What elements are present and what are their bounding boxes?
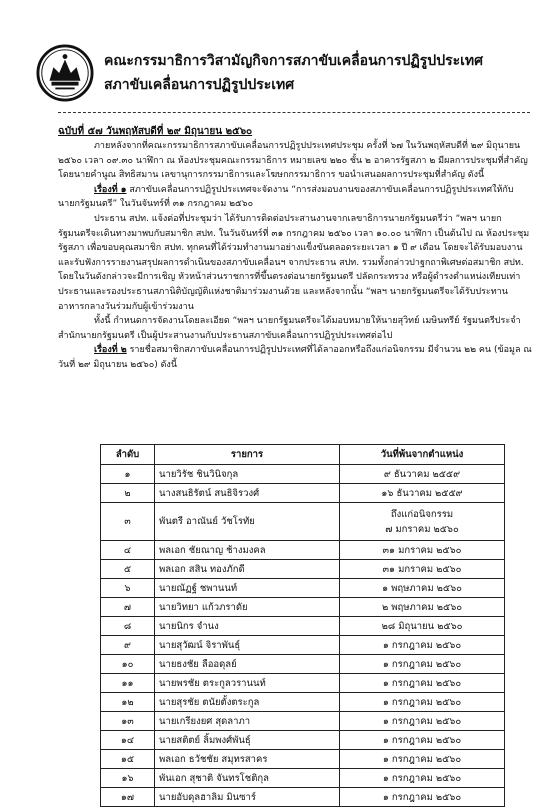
leave-date-value: ๗ มกราคม ๒๕๖๐ (385, 523, 459, 535)
table-row (101, 674, 505, 693)
parliament-emblem-icon (36, 44, 94, 102)
table-row (101, 769, 505, 788)
table-row (101, 484, 505, 503)
member-name: นายเกรียงยศ สุดลาภา (155, 712, 340, 731)
member-name: นายวิรัช ชินวินิจกุล (155, 465, 340, 484)
col-header-name: รายการ (155, 445, 340, 465)
row-number: ๓ (101, 503, 155, 541)
row-number: ๑๓ (101, 712, 155, 731)
table-row (101, 655, 505, 674)
leave-date: ๑ กรกฎาคม ๒๕๖๐ (340, 731, 505, 750)
table-body (101, 465, 505, 807)
table-row (101, 465, 505, 484)
member-name: พันตรี อาณันย์ วัชโรทัย (155, 503, 340, 541)
committee-title: คณะกรรมาธิการวิสามัญกิจการสภาขับเคลื่อนการปฏิรูปประเทศ (104, 53, 484, 69)
table-row (101, 636, 505, 655)
table-row (101, 750, 505, 769)
table-row (101, 560, 505, 579)
leave-date: ๓๑ มกราคม ๒๕๖๐ (340, 541, 505, 560)
table-row (101, 598, 505, 617)
leave-date: ๒ พฤษภาคม ๒๕๖๐ (340, 598, 505, 617)
member-name: นายณัฏฐ์ ชพานนท์ (155, 579, 340, 598)
leave-date: ๒๘ มิถุนายน ๒๕๖๐ (340, 617, 505, 636)
leave-date: ๓๑ มกราคม ๒๕๖๐ (340, 560, 505, 579)
member-name: นายนิกร จำนง (155, 617, 340, 636)
col-header-order: ลำดับ (101, 445, 155, 465)
topic1-paragraph-2: ประธาน สปท. แจ้งต่อที่ประชุมว่า ได้รับการติดต่อประสานงานจากเลขาธิการนายกรัฐมนตรีว่า “พลฯ นายกรัฐมนตรีจะเดินทางมาพบกับสมาชิก สปท. ในวันจันทร์ที่ ๓๑ กรกฎาคม ๒๕๖๐ เวลา ๑๐.๐๐ นาฬิกา เป็นต้นไป ณ ห้องประชุมรัฐสภา เพื่อขอบคุณสมาชิก สปท. ทุกคนที่ได้ร่วมทำงานมาอย่างแข็งขันตลอดระยะเวลา ๑ ปี ๙ เดือน โดยจะได้รับมอบงาน และรับฟังการรายงานสรุปผลการดำเนินของสภาขับเคลื่อนฯ จากประธาน สปท. รวมทั้งกล่าวปาฐกถาพิเศษต่อสมาชิก สปท. โดยในวันดังกล่าวจะมีการเชิญ หัวหน้าส่วนราชการที่ขึ้นตรงต่อนายกรัฐมนตรี ปลัดกระทรวง หรือผู้ดำรงตำแหน่งเทียบเท่าประธานและรองประธานสภานิติบัญญัติแห่งชาติมาร่วมงานด้วย และหลังจากนั้น “พลฯ นายกรัฐมนตรีจะได้รับประทานอาหารกลางวันร่วมกับผู้เข้าร่วมงาน (58, 213, 530, 312)
row-number: ๑ (101, 465, 155, 484)
row-number: ๒ (101, 484, 155, 503)
member-name: นายสุรชัย ตนัยตั้งตระกูล (155, 693, 340, 712)
row-number: ๑๖ (101, 769, 155, 788)
row-number: ๖ (101, 579, 155, 598)
member-name: พลเอก ธวัชชัย สมุทรสาคร (155, 750, 340, 769)
leave-date: ๑ กรกฎาคม ๒๕๖๐ (340, 655, 505, 674)
member-name: นายพรชัย ตระกูลวรานนท์ (155, 674, 340, 693)
table-row (101, 712, 505, 731)
leave-date: ๙ ธันวาคม ๒๕๕๙ (340, 465, 505, 484)
leave-date: ๑ กรกฎาคม ๒๕๖๐ (340, 693, 505, 712)
leave-date (340, 503, 505, 541)
col-header-date: วันที่พ้นจากตำแหน่ง (340, 445, 505, 465)
row-number: ๙ (101, 636, 155, 655)
table-row (101, 788, 505, 807)
table-header-row (101, 445, 505, 465)
topic1-paragraph-3: ทั้งนี้ กำหนดการจัดงานโดยละเอียด “พลฯ นายกรัฐมนตรีจะได้มอบหมายให้นายสุวิทย์ เมษินทรีย์ รัฐมนตรีประจำสำนักนายกรัฐมนตรี เป็นผู้ประสานงานกับประธานสภาขับเคลื่อนการปฏิรูปประเทศต่อไป (58, 316, 521, 341)
row-number: ๑๔ (101, 731, 155, 750)
member-name: นายสติตย์ ลิ้มพงศ์พันธุ์ (155, 731, 340, 750)
letterhead (36, 40, 536, 106)
row-number: ๘ (101, 617, 155, 636)
member-name: พลเอก สสิน ทองภักดี (155, 560, 340, 579)
leave-date: ๑ กรกฎาคม ๒๕๖๐ (340, 674, 505, 693)
leave-date: ๑ กรกฎาคม ๒๕๖๐ (340, 636, 505, 655)
member-name: นายสุวัฒน์ จิราพันธุ์ (155, 636, 340, 655)
row-number: ๑๕ (101, 750, 155, 769)
table-row (101, 541, 505, 560)
council-title: สภาขับเคลื่อนการปฏิรูปประเทศ (104, 77, 295, 93)
leave-date: ๑ กรกฎาคม ๒๕๖๐ (340, 769, 505, 788)
leave-reason: ถึงแก่อนิจกรรม (390, 508, 454, 520)
topic2-paragraph (58, 343, 532, 372)
row-number: ๑๑ (101, 674, 155, 693)
member-name: พันเอก สุชาติ จันทรโชติกุล (155, 769, 340, 788)
table-row (101, 617, 505, 636)
table-row (101, 731, 505, 750)
leave-date: ๑ กรกฎาคม ๒๕๖๐ (340, 788, 505, 807)
member-name: นายอับดุลฮาลิม มินซาร์ (155, 788, 340, 807)
issue-line: ฉบับที่ ๕๗ วันพฤหัสบดีที่ ๒๙ มิถุนายน ๒๕๖๐ (58, 126, 253, 137)
row-number: ๑๐ (101, 655, 155, 674)
topic2-heading: เรื่องที่ ๒ (94, 345, 127, 356)
row-number: ๗ (101, 598, 155, 617)
row-number: ๔ (101, 541, 155, 560)
row-number: ๑๗ (101, 788, 155, 807)
row-number: ๑๒ (101, 693, 155, 712)
table-row (101, 503, 505, 541)
topic1-paragraph (58, 183, 532, 212)
intro-paragraph: ภายหลังจากที่คณะกรรมาธิการสภาขับเคลื่อนการปฏิรูปประเทศประชุม ครั้งที่ ๖๗ ในวันพฤหัสบดีที่ ๒๙ มิถุนายน ๒๕๖๐ เวลา ๐๙.๓๐ นาฬิกา ณ ห้องประชุมคณะกรรมาธิการ หมายเลข ๒๒๐ ชั้น ๒ อาคารรัฐสภา ๒ มีผลการประชุมที่สำคัญ โดยนายคำนูณ สิทธิสมาน เลขานุการกรรมาธิการและโฆษกกรรมาธิการ ขอนำเสนอผลการประชุมที่สำคัญ ดังนี้ (58, 141, 528, 181)
member-name: นายวิทยา แก้วภราดัย (155, 598, 340, 617)
topic2-text: รายชื่อสมาชิกสภาขับเคลื่อนการปฏิรูปประเทศที่ได้ลาออกหรือถึงแก่อนิจกรรม มีจำนวน ๒๒ คน (ข้อมูล ณ วันที่ ๒๙ มิถุนายน ๒๕๖๐) ดังนี้ (58, 345, 532, 370)
leave-date: ๑ กรกฎาคม ๒๕๖๐ (340, 750, 505, 769)
table-row (101, 693, 505, 712)
table-row (101, 579, 505, 598)
leave-date: ๑ กรกฎาคม ๒๕๖๐ (340, 712, 505, 731)
topic1-text: สภาขับเคลื่อนการปฏิรูปประเทศจะจัดงาน “การส่งมอบงานของสภาขับเคลื่อนการปฏิรูปประเทศให้กับนายกรัฐมนตรี” ในวันจันทร์ที่ ๓๑ กรกฎาคม ๒๕๖๐ (58, 184, 514, 210)
document-body (58, 139, 532, 373)
header-divider (58, 112, 530, 113)
member-name: นางสนธิรัตน์ สนธิจิรวงศ์ (155, 484, 340, 503)
letterhead-titles (104, 49, 483, 97)
leave-date: ๑๖ ธันวาคม ๒๕๕๙ (340, 484, 505, 503)
member-name: พลเอก ชัยณาญ ช้างมงคล (155, 541, 340, 560)
leave-date: ๑ พฤษภาคม ๒๕๖๐ (340, 579, 505, 598)
member-name: นายธงชัย ลืออดุลย์ (155, 655, 340, 674)
resigned-members-table (100, 444, 505, 807)
topic1-heading: เรื่องที่ ๑ (94, 184, 127, 195)
row-number: ๕ (101, 560, 155, 579)
